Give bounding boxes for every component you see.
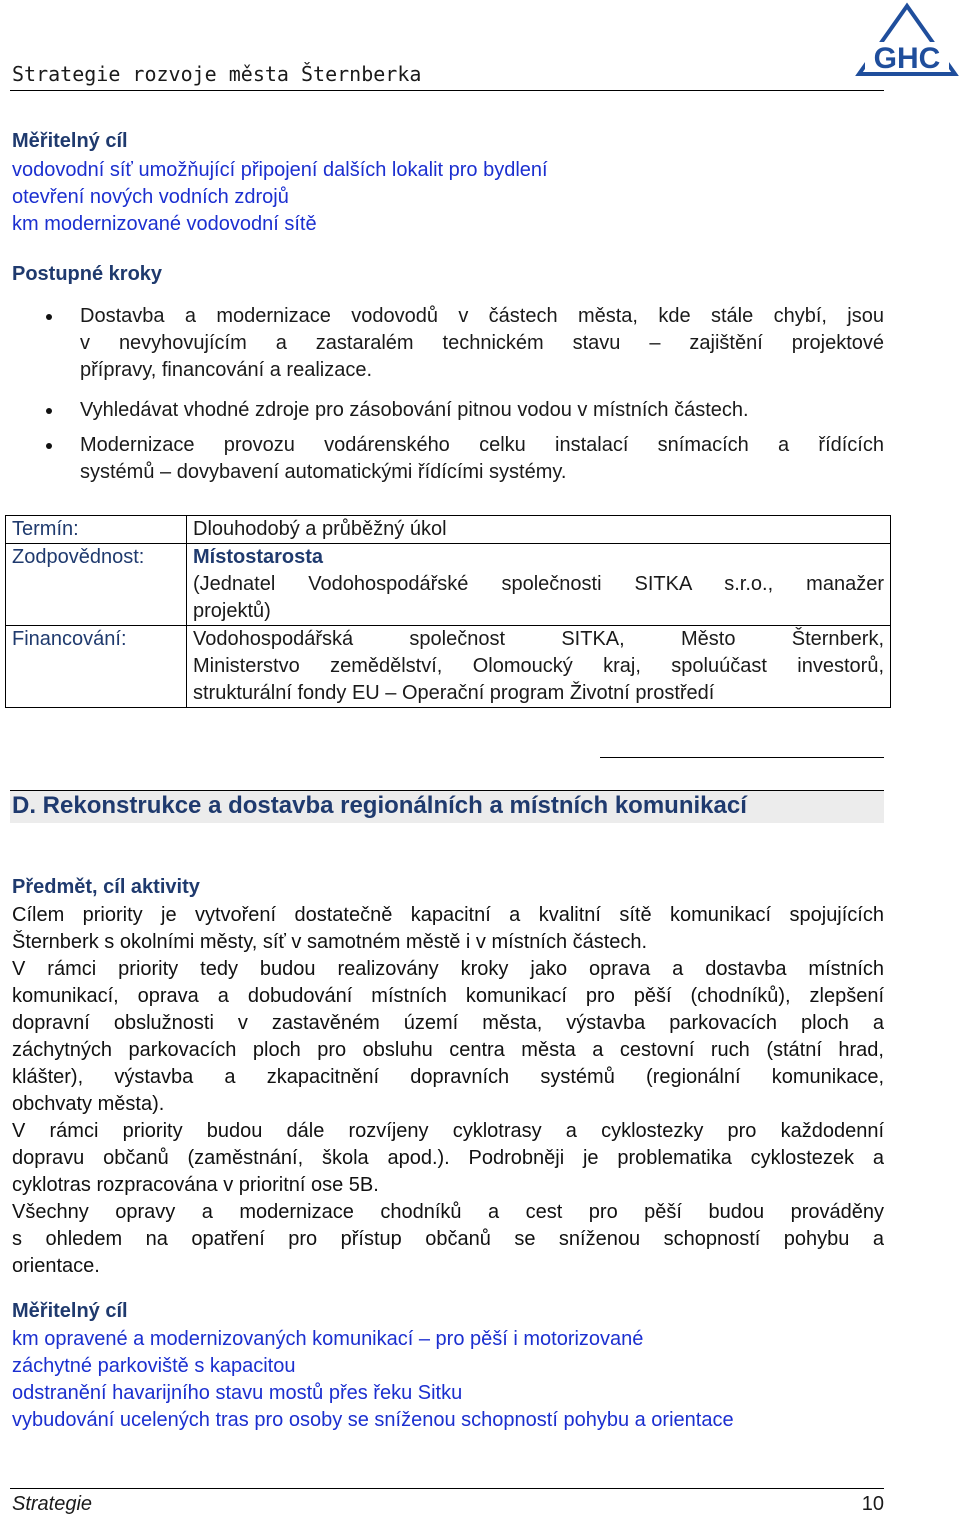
step-line: Dostavba a modernizace vodovodů v částech města, kde stále chybí, jsou: [80, 305, 884, 327]
responsibility-line: (Jednatel Vodohospodářské společnosti SITKA s.r.o., manažer: [193, 573, 884, 595]
measurable-goal-heading: Měřitelný cíl: [12, 1300, 128, 1322]
step-line: přípravy, financování a realizace.: [80, 359, 373, 381]
footer-label: Strategie: [12, 1493, 93, 1515]
section-d-title: D. Rekonstrukce a dostavba regionálních a místních komunikací: [12, 792, 747, 819]
goal-item: odstranění havarijního stavu mostů přes řeku Sitku: [12, 1382, 463, 1404]
term-label: Termín:: [6, 516, 187, 544]
paragraph-line: Cílem priority je vytvoření dostatečně kapacitní a kvalitní sítě komunikací spojujících: [12, 904, 884, 926]
step-bullet: [42, 303, 884, 384]
goal-item: otevření nových vodních zdrojů: [12, 186, 289, 208]
logo-text: GHC: [873, 42, 941, 75]
bullet-dot-icon: [46, 314, 52, 320]
goal-item: záchytné parkoviště s kapacitou: [12, 1355, 296, 1377]
responsibility-value: [187, 544, 891, 626]
financing-line: Ministerstvo zemědělství, Olomoucký kraj, spoluúčast investorů,: [193, 655, 884, 677]
responsibility-primary: Místostarosta: [193, 546, 324, 568]
financing-row: [6, 626, 891, 708]
measurable-goal-list: [12, 157, 548, 238]
paragraph-line: V rámci priority budou dále rozvíjeny cyklotrasy a cyklostezky pro každodenní: [12, 1120, 884, 1142]
responsibility-line: projektů): [193, 600, 271, 622]
responsibility-row: [6, 544, 891, 626]
section-d-body: [12, 902, 884, 1280]
step-line: v nevyhovujícím a zastaralém technickém stavu – zajištění projektové: [80, 332, 884, 354]
document-header-title: Strategie rozvoje města Šternberka: [12, 62, 422, 86]
paragraph-line: orientace.: [12, 1255, 100, 1277]
measurable-goal-heading: Měřitelný cíl: [12, 130, 128, 152]
step-line: Vyhledávat vhodné zdroje pro zásobování pitnou vodou v místních částech.: [80, 399, 749, 421]
header-divider: [10, 90, 884, 91]
subject-heading: Předmět, cíl aktivity: [12, 876, 200, 898]
paragraph-line: klášter), výstavba a zkapacitnění dopravních systémů (regionální komunikace,: [12, 1066, 884, 1088]
steps-list: [42, 303, 884, 486]
paragraph-line: dopravu občanů (zaměstnání, škola apod.). Podrobněji je problematika cyklostezek a: [12, 1147, 884, 1169]
paragraph-line: s ohledem na opatření pro přístup občanů se sníženou schopností pohybu a: [12, 1228, 884, 1250]
financing-line: Vodohospodářská společnost SITKA, Město Šternberk,: [193, 628, 884, 650]
step-line: systémů – dovybavení automatickými řídícími systémy.: [80, 461, 567, 483]
paragraph-line: V rámci priority tedy budou realizovány kroky jako oprava a dostavba místních: [12, 958, 884, 980]
financing-line: strukturální fondy EU – Operační program Životní prostředí: [193, 682, 715, 704]
bullet-dot-icon: [46, 443, 52, 449]
goal-item: vybudování ucelených tras pro osoby se sníženou schopností pohybu a orientace: [12, 1409, 734, 1431]
paragraph-line: obchvaty města).: [12, 1093, 165, 1115]
paragraph-line: Všechny opravy a modernizace chodníků a cest pro pěší budou prováděny: [12, 1201, 884, 1223]
term-value: Dlouhodobý a průběžný úkol: [187, 516, 891, 544]
financing-value: [187, 626, 891, 708]
paragraph-line: cyklotras rozpracována v prioritní ose 5B.: [12, 1174, 379, 1196]
ghc-logo: [855, 2, 959, 80]
responsibility-label: Zodpovědnost:: [6, 544, 187, 626]
step-line: Modernizace provozu vodárenského celku instalací snímacích a řídících: [80, 434, 884, 456]
paragraph-line: záchytných parkovacích ploch pro obsluhu centra města a cestovní ruch (státní hrad,: [12, 1039, 884, 1061]
paragraph-line: dopravní obslužnosti v zastavěném území města, výstavba parkovacích ploch a: [12, 1012, 884, 1034]
steps-heading: Postupné kroky: [12, 263, 163, 285]
financing-label: Financování:: [6, 626, 187, 708]
responsibility-table: [5, 515, 891, 708]
measurable-goal-list: [12, 1326, 734, 1434]
bullet-dot-icon: [46, 408, 52, 414]
footer-divider: [10, 1488, 884, 1489]
goal-item: vodovodní síť umožňující připojení dalších lokalit pro bydlení: [12, 159, 548, 181]
goal-item: km modernizované vodovodní sítě: [12, 213, 317, 235]
step-bullet: [42, 397, 884, 424]
goal-item: km opravené a modernizovaných komunikací – pro pěší i motorizované: [12, 1328, 644, 1350]
paragraph-line: Šternberk s okolními městy, síť v samotném městě i v místních částech.: [12, 931, 648, 953]
step-bullet: [42, 432, 884, 486]
section-divider: [600, 757, 884, 758]
paragraph-line: komunikací, oprava a dobudování místních komunikací pro pěší (chodníků), zlepšení: [12, 985, 884, 1007]
page-number: 10: [861, 1493, 884, 1515]
term-row: [6, 516, 891, 544]
